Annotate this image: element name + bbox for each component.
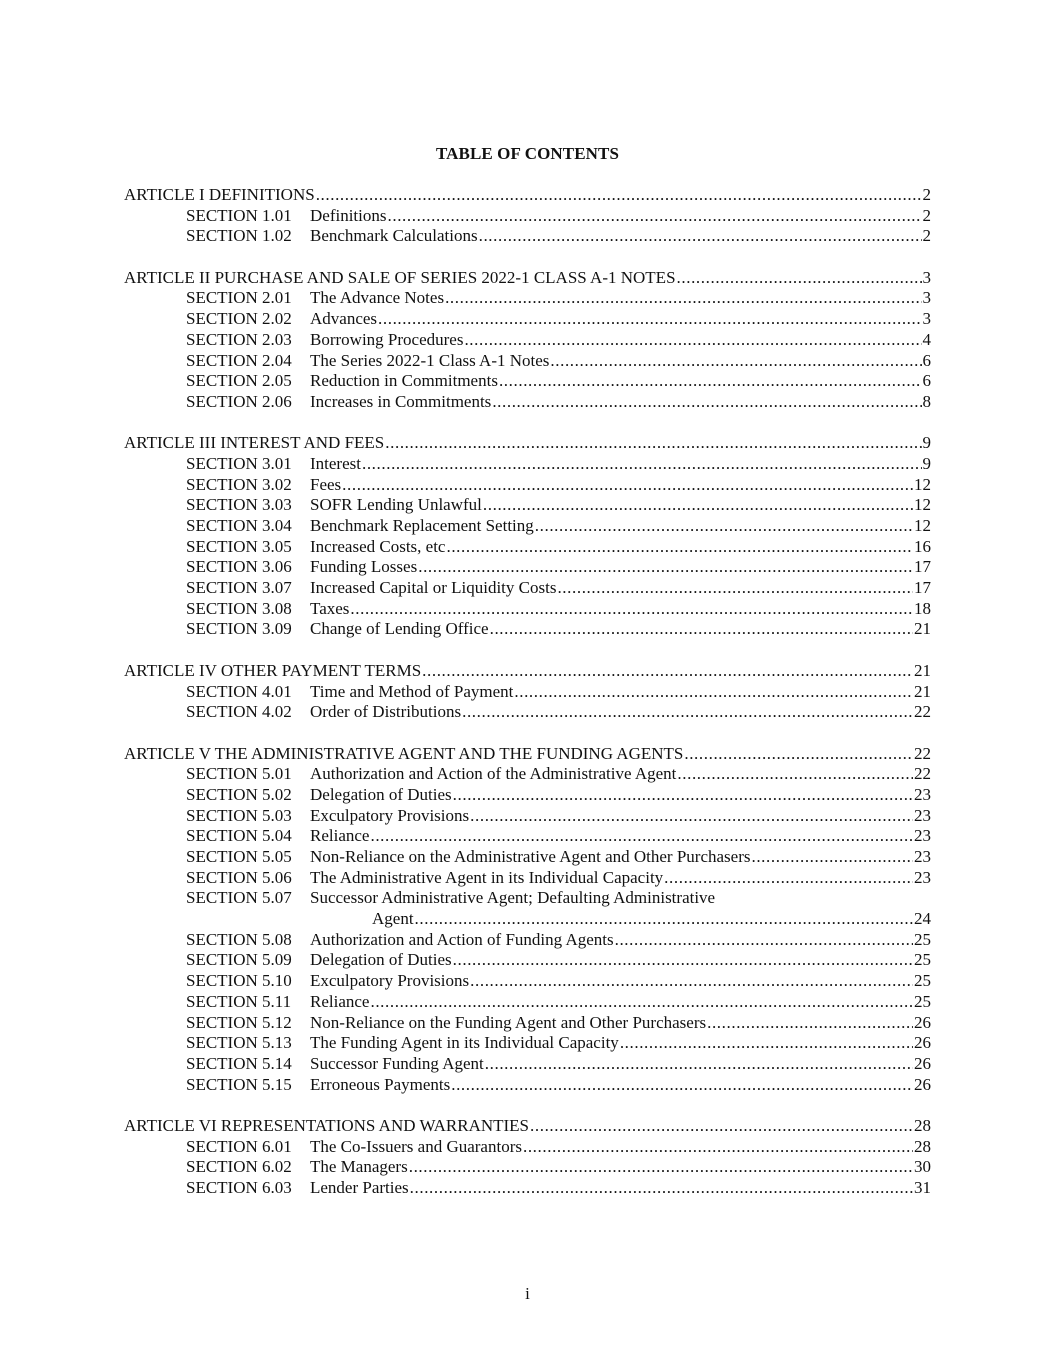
section-number: SECTION 5.15 — [186, 1074, 292, 1094]
section-number: SECTION 3.06 — [186, 557, 292, 577]
page-ref: 12 — [914, 474, 931, 494]
toc-section-row-continued[interactable] — [124, 909, 931, 930]
section-title: Interest — [310, 453, 361, 473]
page-ref: 24 — [914, 909, 931, 929]
toc-section-row[interactable] — [124, 682, 931, 703]
page-ref: 21 — [914, 660, 931, 680]
toc-section-row[interactable] — [124, 599, 931, 620]
section-number: SECTION 5.13 — [186, 1033, 292, 1053]
section-title: Increases in Commitments — [310, 391, 492, 411]
dot-leader — [751, 847, 913, 868]
section-title: Fees — [310, 474, 342, 494]
section-title-continued: Agent — [372, 909, 414, 929]
toc-article-row[interactable] — [124, 185, 931, 206]
section-title: Change of Lending Office — [310, 619, 489, 639]
page-ref: 3 — [922, 267, 931, 287]
page-ref: 25 — [914, 971, 931, 991]
dot-leader — [350, 599, 913, 620]
page-ref: 8 — [922, 391, 931, 411]
dot-leader — [422, 661, 913, 682]
toc-section-row[interactable] — [124, 764, 931, 785]
toc-section-row[interactable] — [124, 351, 931, 372]
dot-leader — [684, 744, 913, 765]
section-number: SECTION 3.03 — [186, 495, 292, 515]
article-title: ARTICLE VI REPRESENTATIONS AND WARRANTIES — [124, 1115, 530, 1135]
section-number: SECTION 5.04 — [186, 826, 292, 846]
section-title: Funding Losses — [310, 557, 418, 577]
section-title: The Co-Issuers and Guarantors — [310, 1136, 522, 1156]
toc-article-row[interactable] — [124, 661, 931, 682]
toc-section-row[interactable] — [124, 826, 931, 847]
dot-leader — [362, 454, 922, 475]
section-number: SECTION 6.02 — [186, 1157, 292, 1177]
page-ref: 23 — [914, 847, 931, 866]
article-title: ARTICLE IV OTHER PAYMENT TERMS — [124, 660, 422, 680]
section-title: Time and Method of Payment — [310, 681, 514, 701]
section-number: SECTION 2.01 — [186, 288, 292, 308]
page-ref: 26 — [914, 1033, 931, 1053]
toc-section-row[interactable] — [124, 950, 931, 971]
toc-section-row[interactable] — [124, 702, 931, 723]
section-title: Authorization and Action of Funding Agents — [310, 929, 614, 949]
section-title: Non-Reliance on the Funding Agent and Other Purchasers — [310, 1012, 707, 1032]
page-ref: 12 — [914, 516, 931, 535]
section-number: SECTION 5.10 — [186, 971, 292, 991]
page-ref: 22 — [914, 743, 931, 763]
section-title: Taxes — [310, 598, 350, 618]
dot-leader — [707, 1013, 913, 1034]
toc-section-row[interactable] — [124, 971, 931, 992]
toc-section-row[interactable] — [124, 806, 931, 827]
section-number: SECTION 2.03 — [186, 329, 292, 349]
dot-leader — [514, 682, 913, 703]
page-ref: 22 — [914, 764, 931, 784]
section-number: SECTION 5.02 — [186, 784, 292, 804]
page-ref: 26 — [914, 1053, 931, 1073]
toc-section-row[interactable] — [124, 847, 931, 868]
page-ref: 4 — [922, 329, 931, 349]
section-title: Exculpatory Provisions — [310, 805, 470, 825]
section-title: The Administrative Agent in its Individual Capacity — [310, 867, 664, 887]
section-number: SECTION 4.02 — [186, 702, 292, 722]
section-title: Delegation of Duties — [310, 950, 452, 970]
page-ref: 6 — [922, 350, 931, 370]
page-title: TABLE OF CONTENTS — [435, 144, 620, 163]
page-ref: 2 — [922, 226, 931, 246]
section-title: Advances — [310, 309, 378, 329]
page-ref: 23 — [914, 826, 931, 846]
toc-section-row[interactable] — [124, 868, 931, 889]
toc-section-row[interactable] — [124, 992, 931, 1013]
section-number: SECTION 5.14 — [186, 1053, 292, 1073]
section-spacer — [124, 247, 931, 268]
toc-article-row[interactable] — [124, 433, 931, 454]
article-title: ARTICLE III INTEREST AND FEES — [124, 433, 385, 453]
page-ref: 16 — [914, 536, 931, 556]
toc-section-row[interactable] — [124, 330, 931, 351]
section-title: Exculpatory Provisions — [310, 971, 470, 991]
toc-section-row[interactable] — [124, 537, 931, 558]
dot-leader — [620, 1033, 913, 1054]
dot-leader — [677, 764, 913, 785]
section-title: The Advance Notes — [310, 288, 445, 308]
dot-leader — [470, 806, 913, 827]
section-number: SECTION 5.05 — [186, 847, 292, 866]
section-number: SECTION 6.03 — [186, 1178, 292, 1197]
page-ref: 17 — [914, 557, 931, 577]
toc-section-row[interactable] — [124, 578, 931, 599]
section-title: Benchmark Replacement Setting — [310, 516, 534, 535]
dot-leader — [677, 268, 922, 289]
page-ref: 17 — [914, 578, 931, 598]
dot-leader — [342, 475, 913, 496]
dot-leader — [483, 495, 913, 516]
page-ref: 23 — [914, 867, 931, 887]
toc-section-row[interactable] — [124, 1075, 931, 1096]
section-number: SECTION 3.08 — [186, 598, 292, 618]
dot-leader — [418, 557, 913, 578]
toc-section-row[interactable] — [124, 454, 931, 475]
toc-section-row[interactable] — [124, 226, 931, 247]
dot-leader — [415, 909, 913, 930]
section-number: SECTION 2.04 — [186, 350, 292, 370]
dot-leader — [409, 1157, 913, 1178]
page-ref: 6 — [922, 371, 931, 391]
page-ref: 3 — [922, 309, 931, 329]
toc-section-row[interactable] — [124, 557, 931, 578]
section-title: Order of Distributions — [310, 702, 462, 722]
section-spacer — [124, 413, 931, 434]
section-number: SECTION 5.12 — [186, 1012, 292, 1032]
toc-section-row[interactable] — [124, 1033, 931, 1054]
toc-section-row[interactable] — [124, 475, 931, 496]
page-ref: 22 — [914, 702, 931, 722]
toc-section-row[interactable] — [124, 785, 931, 806]
page-ref: 21 — [914, 681, 931, 701]
page-ref: 28 — [914, 1136, 931, 1156]
section-number: SECTION 2.06 — [186, 391, 292, 411]
dot-leader — [530, 1116, 913, 1137]
section-title: Successor Administrative Agent; Defaulting Administrative — [310, 888, 716, 908]
section-number: SECTION 1.02 — [186, 226, 292, 246]
dot-leader — [445, 288, 921, 309]
dot-leader — [388, 206, 922, 227]
page-ref: 26 — [914, 1074, 931, 1094]
dot-leader — [370, 992, 913, 1013]
dot-leader — [499, 371, 922, 392]
page-ref: 25 — [914, 991, 931, 1011]
section-number: SECTION 3.05 — [186, 536, 292, 556]
toc-section-row[interactable] — [124, 930, 931, 951]
section-number: SECTION 3.07 — [186, 578, 292, 598]
section-title: Non-Reliance on the Administrative Agent and Other Purchasers — [310, 847, 751, 866]
section-number: SECTION 5.06 — [186, 867, 292, 887]
section-title: The Managers — [310, 1157, 408, 1177]
page-ref: 2 — [922, 185, 931, 204]
section-number: SECTION 5.01 — [186, 764, 292, 784]
section-title: SOFR Lending Unlawful — [310, 495, 482, 515]
dot-leader — [535, 516, 913, 537]
toc-section-row[interactable] — [124, 516, 931, 537]
section-number: SECTION 5.03 — [186, 805, 292, 825]
dot-leader — [410, 1178, 913, 1199]
toc-section-row[interactable] — [124, 1157, 931, 1178]
section-spacer — [124, 723, 931, 744]
section-spacer — [124, 1095, 931, 1116]
section-title: Delegation of Duties — [310, 784, 452, 804]
page-ref: 2 — [922, 205, 931, 225]
section-number: SECTION 5.11 — [186, 991, 292, 1011]
toc-section-row[interactable] — [124, 371, 931, 392]
section-title: Reduction in Commitments — [310, 371, 498, 391]
section-title: Increased Costs, etc — [310, 536, 446, 556]
page-ref: 23 — [914, 805, 931, 825]
dot-leader — [378, 309, 921, 330]
section-title: Definitions — [310, 205, 387, 225]
section-number: SECTION 3.04 — [186, 516, 292, 535]
section-number: SECTION 5.07 — [186, 888, 292, 908]
toc-article-row[interactable] — [124, 1116, 931, 1137]
section-title: Reliance — [310, 991, 370, 1011]
section-number: SECTION 2.02 — [186, 309, 292, 329]
dot-leader — [453, 950, 913, 971]
dot-leader — [557, 578, 913, 599]
toc-article-row[interactable] — [124, 268, 931, 289]
page-ref: 21 — [914, 619, 931, 639]
section-number: SECTION 2.05 — [186, 371, 292, 391]
section-number: SECTION 3.09 — [186, 619, 292, 639]
dot-leader — [462, 702, 913, 723]
dot-leader — [385, 433, 921, 454]
dot-leader — [492, 392, 921, 413]
page-ref: 9 — [922, 433, 931, 453]
section-number: SECTION 3.02 — [186, 474, 292, 494]
toc-section-row[interactable] — [124, 309, 931, 330]
dot-leader — [453, 785, 913, 806]
page-ref: 25 — [914, 950, 931, 970]
section-number: SECTION 4.01 — [186, 681, 292, 701]
dot-leader — [490, 619, 913, 640]
section-spacer — [124, 640, 931, 661]
toc-article-row[interactable] — [124, 744, 931, 765]
article-title: ARTICLE II PURCHASE AND SALE OF SERIES 2022-1 CLASS A-1 NOTES — [124, 267, 676, 287]
toc-section-row[interactable] — [124, 1054, 931, 1075]
section-title: Erroneous Payments — [310, 1074, 451, 1094]
dot-leader — [523, 1137, 913, 1158]
table-of-contents — [124, 185, 931, 1199]
page-ref: 26 — [914, 1012, 931, 1032]
dot-leader — [464, 330, 921, 351]
dot-leader — [664, 868, 913, 889]
page-ref: 28 — [914, 1115, 931, 1135]
section-title: Benchmark Calculations — [310, 226, 478, 246]
page-ref: 30 — [914, 1157, 931, 1177]
page-number: i — [525, 1284, 530, 1303]
dot-leader — [615, 930, 913, 951]
page-ref: 12 — [914, 495, 931, 515]
page-ref: 3 — [922, 288, 931, 308]
dot-leader — [485, 1054, 913, 1075]
section-title: Borrowing Procedures — [310, 329, 464, 349]
toc-section-row[interactable] — [124, 392, 931, 413]
section-number: SECTION 5.09 — [186, 950, 292, 970]
section-title: The Funding Agent in its Individual Capacity — [310, 1033, 619, 1053]
section-title: Increased Capital or Liquidity Costs — [310, 578, 557, 598]
toc-section-row[interactable] — [124, 288, 931, 309]
article-title: ARTICLE V THE ADMINISTRATIVE AGENT AND THE FUNDING AGENTS — [124, 743, 684, 763]
dot-leader — [470, 971, 913, 992]
toc-section-row[interactable] — [124, 1137, 931, 1158]
section-title: Authorization and Action of the Administrative Agent — [310, 764, 677, 784]
section-title: Successor Funding Agent — [310, 1053, 484, 1073]
dot-leader — [451, 1075, 913, 1096]
toc-section-row[interactable] — [124, 1013, 931, 1034]
page-ref: 25 — [914, 929, 931, 949]
page-ref: 9 — [922, 453, 931, 473]
toc-section-row[interactable] — [124, 495, 931, 516]
page-ref: 31 — [914, 1178, 931, 1197]
dot-leader — [446, 537, 913, 558]
section-number: SECTION 1.01 — [186, 205, 292, 225]
toc-section-row[interactable] — [124, 206, 931, 227]
dot-leader — [550, 351, 921, 372]
section-number: SECTION 5.08 — [186, 929, 292, 949]
page-ref: 23 — [914, 784, 931, 804]
section-title: Lender Parties — [310, 1178, 409, 1197]
page-ref: 18 — [914, 598, 931, 618]
section-number: SECTION 3.01 — [186, 453, 292, 473]
toc-section-row[interactable] — [124, 888, 931, 909]
section-number: SECTION 6.01 — [186, 1136, 292, 1156]
dot-leader — [479, 226, 922, 247]
dot-leader — [316, 185, 922, 206]
toc-section-row[interactable] — [124, 1178, 931, 1199]
section-title: The Series 2022-1 Class A-1 Notes — [310, 350, 550, 370]
dot-leader — [370, 826, 913, 847]
article-title: ARTICLE I DEFINITIONS — [124, 185, 315, 204]
toc-section-row[interactable] — [124, 619, 931, 640]
section-title: Reliance — [310, 826, 370, 846]
